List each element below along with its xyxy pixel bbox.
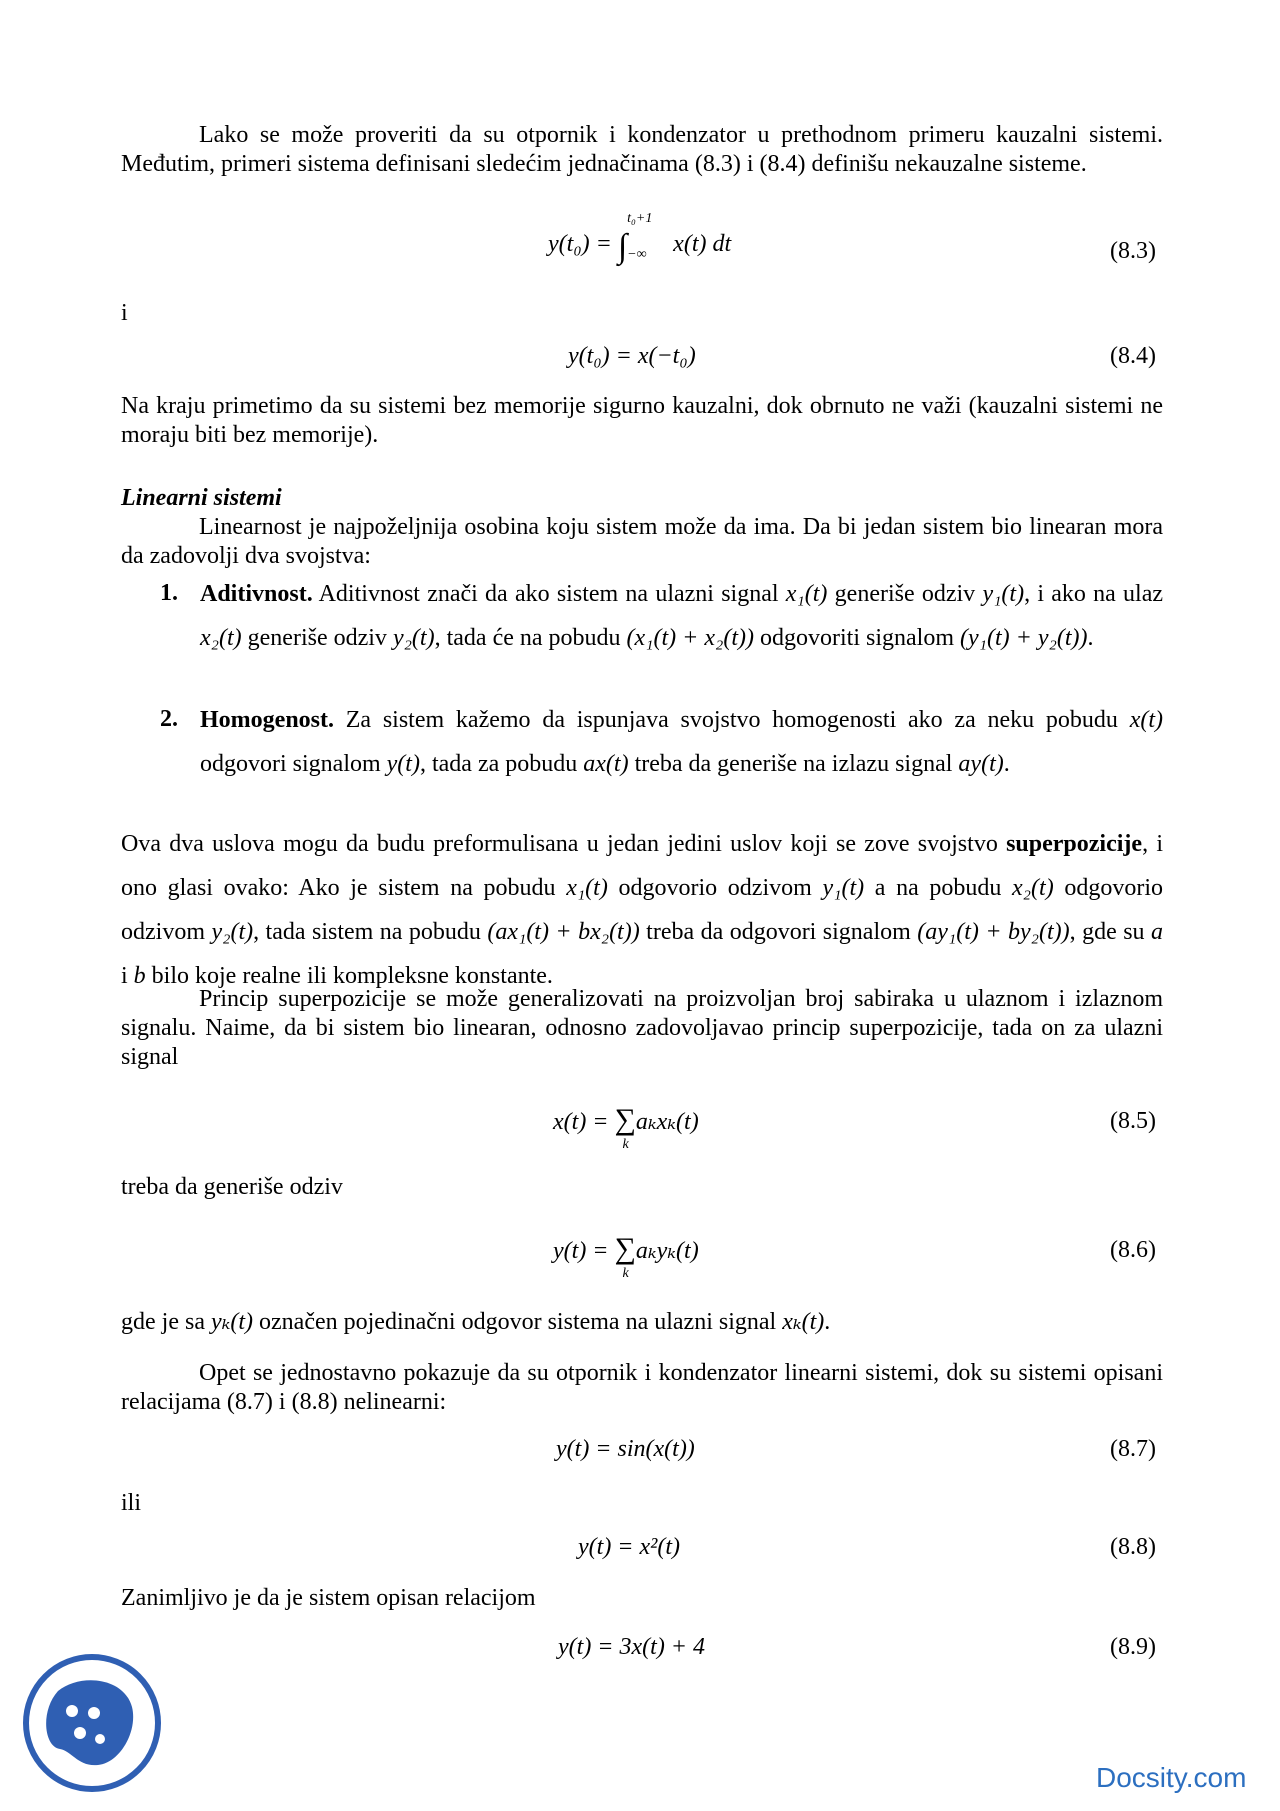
paragraph-linearity-intro: Linearnost je najpoželjnija osobina koju sistem može da ima. Da bi jedan sistem bio linearan mora da zadovolji dva svojstva: (121, 514, 1163, 569)
equation-8-6: y(t) = ∑ k aₖyₖ(t) (553, 1232, 699, 1281)
docsity-watermark[interactable]: Docsity.com (1096, 1762, 1247, 1793)
paragraph-interesting: Zanimljivo je da je sistem opisan relacijom (121, 1585, 536, 1611)
paragraph-nonlinear-examples: Opet se jednostavno pokazuje da su otpornik i kondenzator linearni sistemi, dok su sistemi opisani relacijama (8.7) i (8.8) nelinearni: (121, 1360, 1163, 1415)
docsity-logo-icon (20, 1651, 164, 1795)
list-item-additivity: Aditivnost. Aditivnost znači da ako sistem na ulazni signal x₁(t) generiše odziv y₁(t), i ako na ulaz x₂(t) generiše odziv y₂(t), tada će na pobudu (x₁(t) + x₂(t)) odgovoriti signalom (y₁(t) + y₂(t)). (200, 581, 1164, 651)
equation-8-5: x(t) = ∑ k aₖxₖ(t) (553, 1103, 699, 1152)
equation-number-8-6: (8.6) (1110, 1237, 1156, 1263)
equation-number-8-7: (8.7) (1110, 1436, 1156, 1462)
connector-word-i: i (121, 300, 128, 326)
paragraph-response: treba da generiše odziv (121, 1174, 343, 1200)
equation-number-8-4: (8.4) (1110, 343, 1156, 369)
paragraph-generalization: Princip superpozicije se može generalizovati na proizvoljan broj sabiraka u ulaznom i izlaznom signalu. Naime, da bi sistem bio linearan, odnosno zadovoljavao princip superpozicije, tada on za ulazni signal (121, 986, 1163, 1070)
integral-sign: ∫ (617, 228, 628, 265)
paragraph-superposition: Ova dva uslova mogu da budu preformulisana u jedan jedini uslov koji se zove svojstvo superpozicije, i ono glasi ovako: Ako je sistem na pobudu x₁(t) odgovorio odzivom y₁(t) a na pobudu x₂(t) odgovorio odzivom y₂(t), tada sistem na pobudu (ax₁(t) + bx₂(t)) treba da odgovori signalom (ay₁(t) + by₂(t)), gde su a i b bilo koje realne ili kompleksne konstante. (121, 831, 1163, 989)
equation-8-7: y(t) = sin(x(t)) (556, 1436, 695, 1462)
equation-8-3: y(t₀) = ∫ t₀+1 −∞ x(t) dt (548, 211, 732, 265)
paragraph-individual-response: gde je sa yₖ(t) označen pojedinačni odgovor sistema na ulazni signal xₖ(t). (121, 1309, 831, 1335)
section-heading-linear-systems: Linearni sistemi (121, 485, 282, 511)
equation-8-8: y(t) = x²(t) (578, 1534, 680, 1560)
paragraph-causal-intro: Lako se može proveriti da su otpornik i kondenzator u prethodnom primeru kauzalni sistemi. Međutim, primeri sistema definisani sledećim jednačinama (8.3) i (8.4) definišu nekauzalne sisteme. (121, 122, 1163, 177)
list-number-1: 1. (160, 580, 178, 606)
paragraph-memory-note: Na kraju primetimo da su sistemi bez memorije sigurno kauzalni, dok obrnuto ne važi (kauzalni sistemi ne moraju biti bez memorije). (121, 393, 1163, 448)
equation-number-8-3: (8.3) (1110, 238, 1156, 264)
equation-number-8-8: (8.8) (1110, 1534, 1156, 1560)
list-number-2: 2. (160, 706, 178, 732)
equation-8-9: y(t) = 3x(t) + 4 (558, 1634, 705, 1660)
equation-number-8-5: (8.5) (1110, 1108, 1156, 1134)
connector-word-ili: ili (121, 1490, 142, 1516)
equation-number-8-9: (8.9) (1110, 1634, 1156, 1660)
list-item-homogeneity: Homogenost. Za sistem kažemo da ispunjava svojstvo homogenosti ako za neku pobudu x(t) odgovori signalom y(t), tada za pobudu ax(t) treba da generiše na izlazu signal ay(t). (200, 707, 1163, 777)
equation-8-4: y(t₀) = x(−t₀) (568, 343, 696, 369)
